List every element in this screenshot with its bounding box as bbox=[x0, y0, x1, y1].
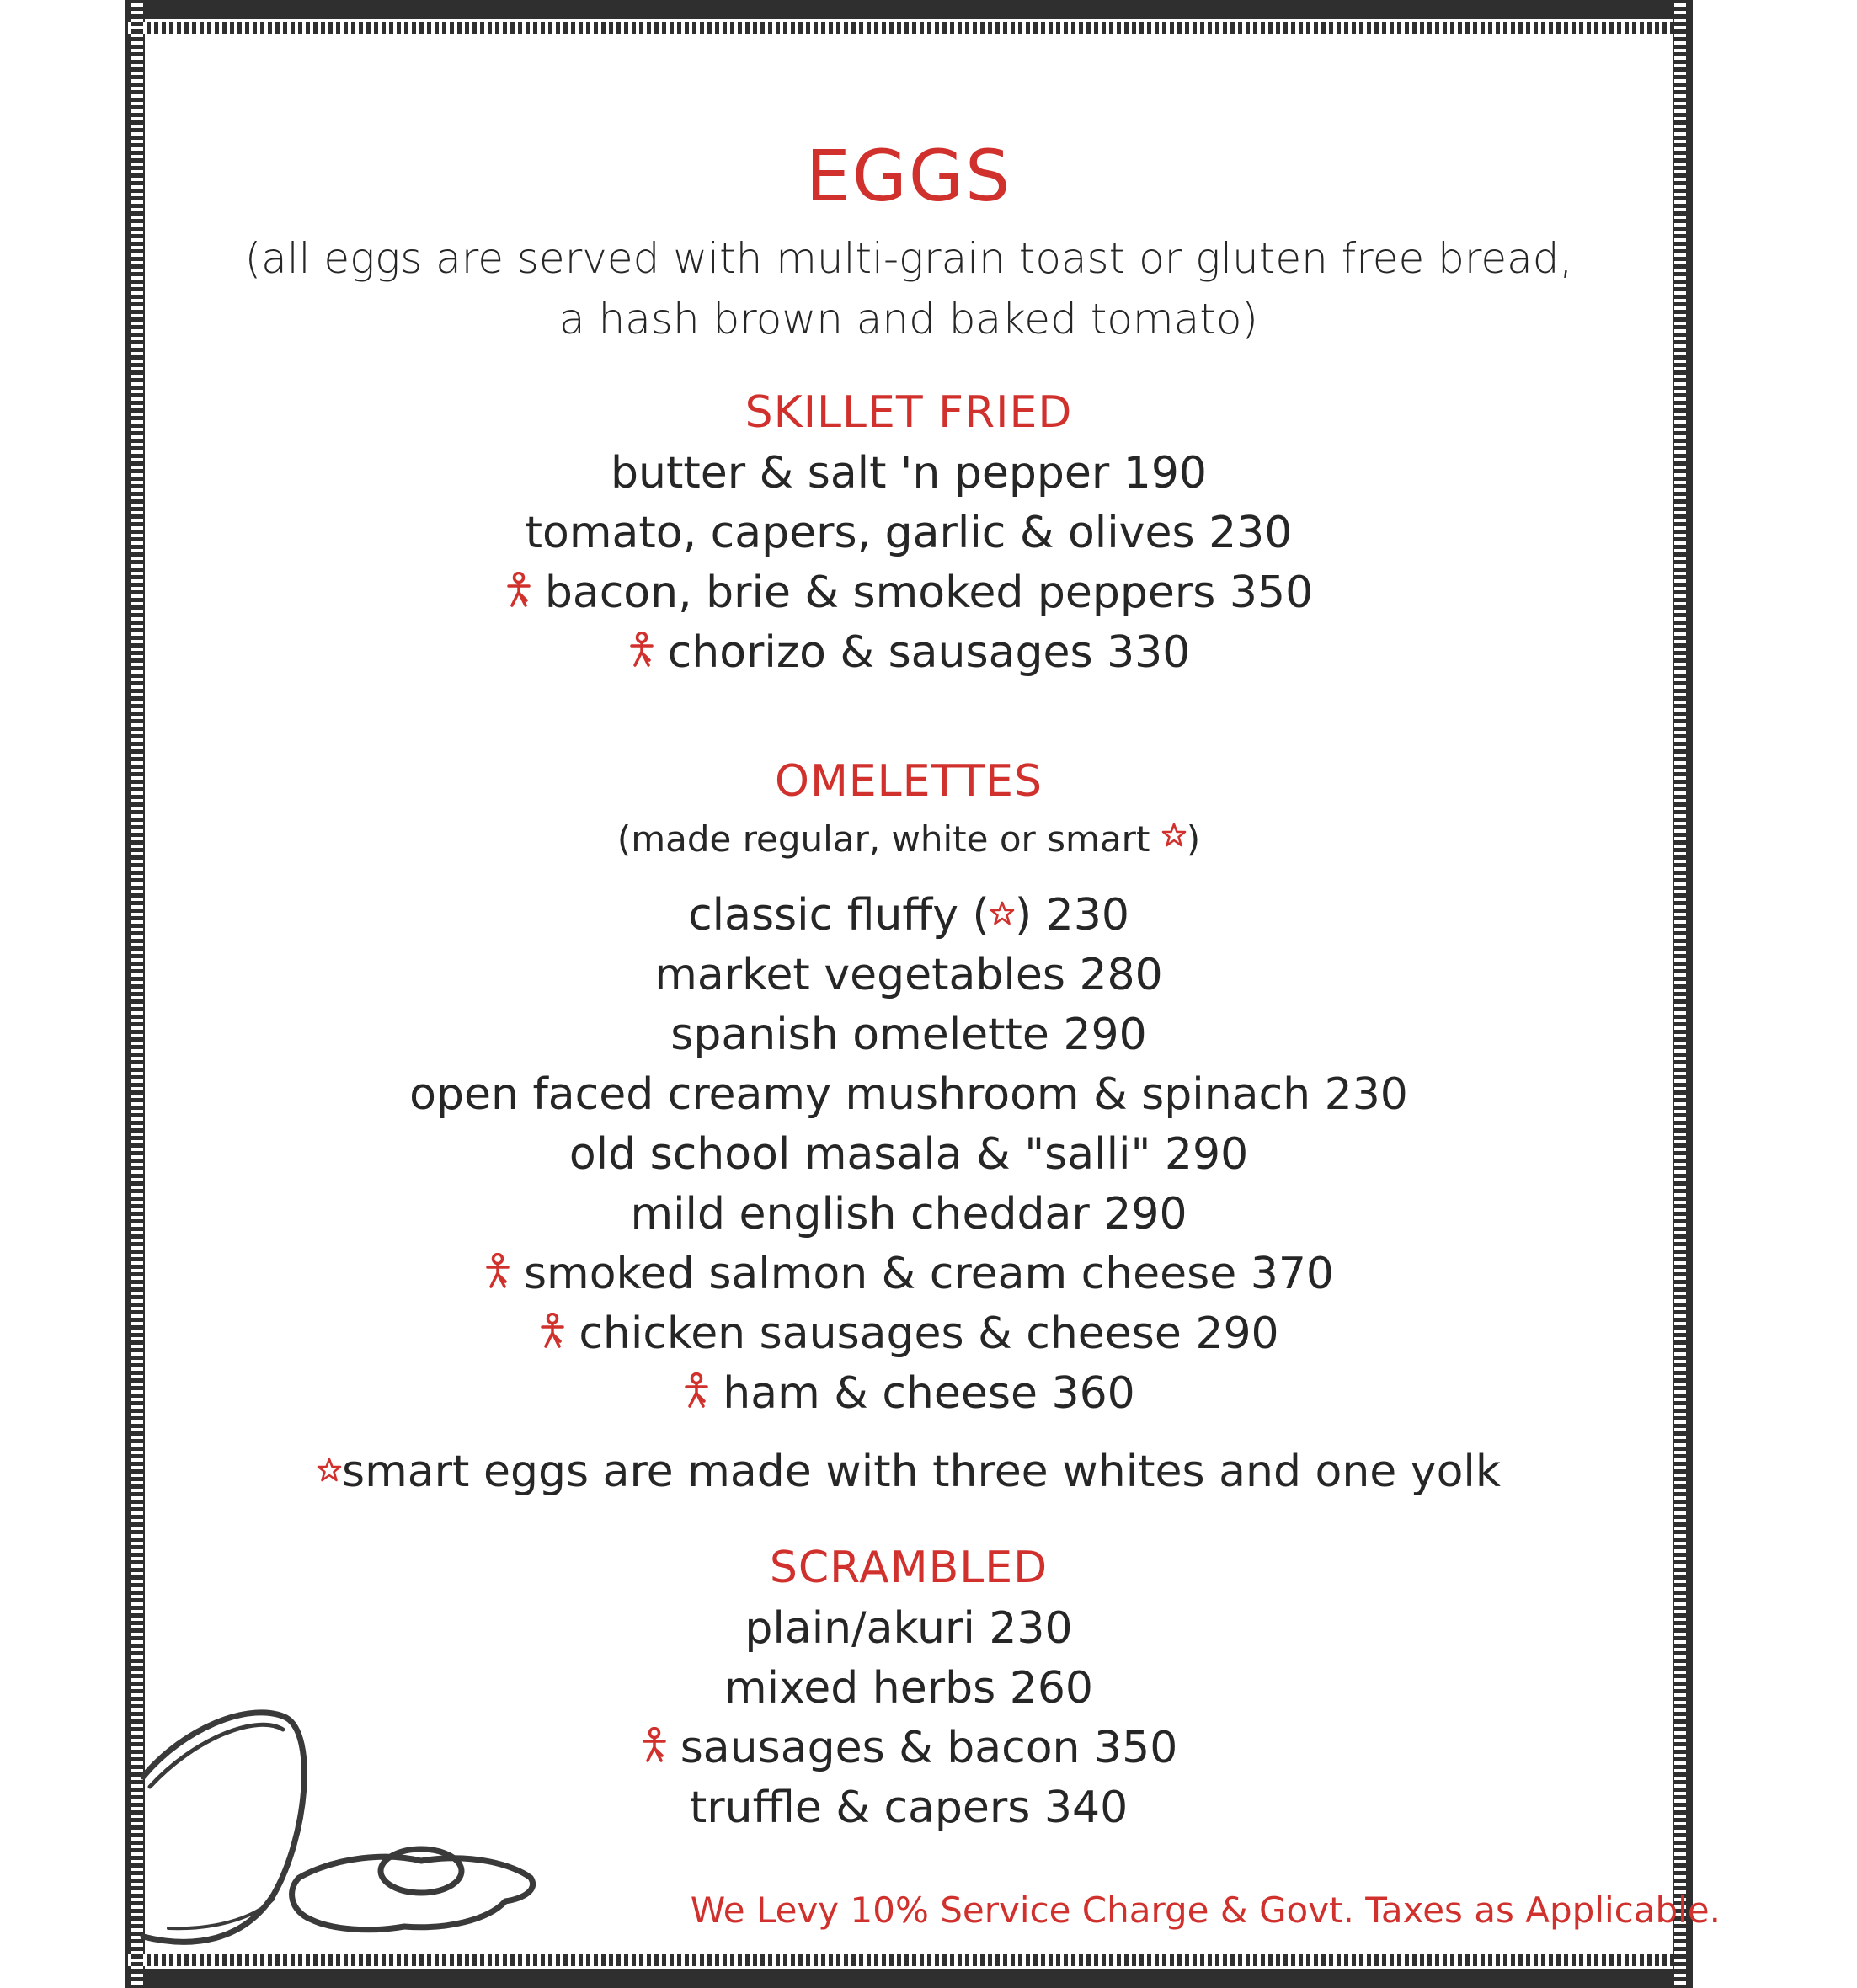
non-veg-figure-icon bbox=[682, 1372, 711, 1410]
menu-item-label-suffix: ) 230 bbox=[1014, 890, 1129, 941]
menu-item-label: butter & salt 'n pepper 190 bbox=[611, 448, 1207, 498]
menu-item bbox=[125, 1189, 1693, 1239]
menu-item bbox=[125, 508, 1693, 558]
menu-item bbox=[125, 1069, 1693, 1120]
non-veg-figure-icon bbox=[627, 632, 656, 669]
menu-item-label: sausages & bacon 350 bbox=[680, 1723, 1178, 1773]
menu-item-label: plain/akuri 230 bbox=[744, 1603, 1073, 1654]
non-veg-figure-icon bbox=[483, 1253, 512, 1290]
menu-item-label: mild english cheddar 290 bbox=[630, 1189, 1187, 1239]
menu-subtitle-line2: a hash brown and baked tomato) bbox=[559, 295, 1258, 344]
omelettes-note bbox=[125, 818, 1693, 860]
menu-item-label-prefix: classic fluffy ( bbox=[688, 890, 990, 941]
menu-item bbox=[125, 1308, 1693, 1359]
menu-item bbox=[125, 1249, 1693, 1299]
menu-item bbox=[125, 1129, 1693, 1180]
menu-content bbox=[125, 0, 1693, 1988]
menu-item-label: tomato, capers, garlic & olives 230 bbox=[525, 508, 1293, 558]
menu-subtitle-line1: (all eggs are served with multi-grain toast or gluten free bread, bbox=[244, 234, 1573, 283]
menu-item bbox=[125, 1010, 1693, 1060]
section-heading-omelettes: OMELETTES bbox=[775, 756, 1043, 807]
menu-item-label: chicken sausages & cheese 290 bbox=[579, 1308, 1279, 1359]
menu-item bbox=[125, 568, 1693, 618]
star-icon bbox=[990, 901, 1015, 926]
menu-item bbox=[125, 1663, 1693, 1714]
non-veg-figure-icon bbox=[538, 1313, 567, 1350]
menu-item-label: open faced creamy mushroom & spinach 230 bbox=[409, 1069, 1408, 1120]
non-veg-figure-icon bbox=[640, 1727, 669, 1764]
menu-item bbox=[125, 1368, 1693, 1419]
menu-item-label: smoked salmon & cream cheese 370 bbox=[523, 1249, 1335, 1299]
omelettes-note-suffix: ) bbox=[1186, 818, 1201, 860]
omelettes-note-prefix: (made regular, white or smart bbox=[616, 818, 1150, 860]
section-heading-scrambled: SCRAMBLED bbox=[769, 1543, 1049, 1593]
star-icon bbox=[317, 1458, 342, 1483]
menu-item-label: spanish omelette 290 bbox=[670, 1010, 1147, 1060]
smart-eggs-note bbox=[125, 1447, 1693, 1497]
section-heading-skillet-fried: SKILLET FRIED bbox=[744, 387, 1073, 438]
star-icon bbox=[1161, 823, 1187, 848]
menu-item-label: ham & cheese 360 bbox=[723, 1368, 1135, 1419]
menu-item bbox=[125, 1603, 1693, 1654]
menu-item bbox=[125, 890, 1693, 941]
menu-item-label: bacon, brie & smoked peppers 350 bbox=[544, 568, 1314, 618]
service-charge-note: We Levy 10% Service Charge & Govt. Taxes as Applicable. bbox=[690, 1889, 1721, 1931]
menu-item-label: old school masala & "salli" 290 bbox=[568, 1129, 1249, 1180]
menu-item-label: market vegetables 280 bbox=[654, 950, 1163, 1000]
egg-illustration bbox=[135, 1709, 590, 1962]
smart-eggs-note-text: smart eggs are made with three whites and one yolk bbox=[342, 1447, 1501, 1497]
menu-item bbox=[125, 627, 1693, 678]
non-veg-figure-icon bbox=[504, 572, 533, 609]
menu-item-label: truffle & capers 340 bbox=[689, 1783, 1129, 1833]
menu-item-label: chorizo & sausages 330 bbox=[667, 627, 1191, 678]
menu-item bbox=[125, 448, 1693, 498]
menu-item-label: mixed herbs 260 bbox=[723, 1663, 1093, 1714]
menu-item bbox=[125, 950, 1693, 1000]
menu-title: EGGS bbox=[805, 135, 1012, 217]
